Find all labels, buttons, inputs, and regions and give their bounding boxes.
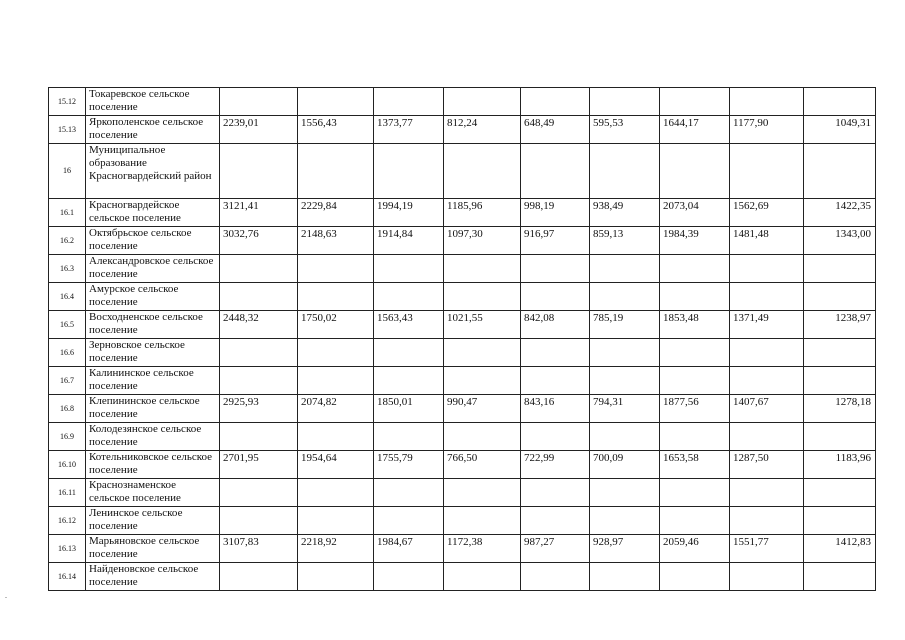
value-cell: 1984,67: [374, 535, 444, 563]
value-cell: 812,24: [444, 116, 521, 144]
settlement-name: Колодезянское сельское поселение: [86, 423, 220, 451]
value-cell: [660, 283, 730, 311]
value-cell: [521, 339, 590, 367]
value-cell: [298, 423, 374, 451]
row-number: 16.5: [49, 311, 86, 339]
table-row: [49, 144, 876, 199]
scan-mark: [5, 597, 7, 598]
settlement-name: Котельниковское сельское поселение: [86, 451, 220, 479]
value-cell: [220, 479, 298, 507]
value-cell: 1407,67: [730, 395, 804, 423]
value-cell: 1373,77: [374, 116, 444, 144]
value-cell: 1172,38: [444, 535, 521, 563]
value-cell: 1238,97: [804, 311, 876, 339]
row-number: 16.1: [49, 199, 86, 227]
value-cell: 1556,43: [298, 116, 374, 144]
value-cell: [590, 479, 660, 507]
value-cell: 2239,01: [220, 116, 298, 144]
value-cell: [660, 563, 730, 591]
value-cell: 1644,17: [660, 116, 730, 144]
row-number: 15.13: [49, 116, 86, 144]
value-cell: [220, 507, 298, 535]
table-row: [49, 535, 876, 563]
value-cell: [220, 144, 298, 199]
value-cell: 990,47: [444, 395, 521, 423]
row-number: 16.14: [49, 563, 86, 591]
value-cell: 1343,00: [804, 227, 876, 255]
value-cell: 987,27: [521, 535, 590, 563]
value-cell: 1371,49: [730, 311, 804, 339]
row-number: 16.7: [49, 367, 86, 395]
value-cell: [220, 367, 298, 395]
value-cell: 1850,01: [374, 395, 444, 423]
value-cell: [660, 255, 730, 283]
value-cell: [444, 144, 521, 199]
table-row: [49, 395, 876, 423]
value-cell: 1563,43: [374, 311, 444, 339]
value-cell: [804, 367, 876, 395]
value-cell: [590, 255, 660, 283]
row-number: 16.11: [49, 479, 86, 507]
value-cell: [220, 563, 298, 591]
value-cell: [298, 563, 374, 591]
value-cell: 1653,58: [660, 451, 730, 479]
settlement-name: Марьяновское сельское поселение: [86, 535, 220, 563]
value-cell: [521, 507, 590, 535]
value-cell: [298, 367, 374, 395]
value-cell: [444, 283, 521, 311]
value-cell: [804, 88, 876, 116]
value-cell: 1853,48: [660, 311, 730, 339]
row-number: 15.12: [49, 88, 86, 116]
value-cell: [590, 144, 660, 199]
value-cell: 843,16: [521, 395, 590, 423]
value-cell: [804, 255, 876, 283]
value-cell: [444, 339, 521, 367]
table-row: [49, 479, 876, 507]
value-cell: [730, 479, 804, 507]
value-cell: [660, 423, 730, 451]
value-cell: 1562,69: [730, 199, 804, 227]
value-cell: [298, 144, 374, 199]
value-cell: [220, 255, 298, 283]
value-cell: [660, 367, 730, 395]
value-cell: 1984,39: [660, 227, 730, 255]
value-cell: [804, 339, 876, 367]
value-cell: [590, 283, 660, 311]
table-row: [49, 507, 876, 535]
value-cell: [521, 479, 590, 507]
value-cell: [590, 339, 660, 367]
value-cell: [590, 423, 660, 451]
value-cell: [220, 339, 298, 367]
value-cell: [521, 563, 590, 591]
value-cell: 1185,96: [444, 199, 521, 227]
value-cell: [374, 507, 444, 535]
value-cell: 1755,79: [374, 451, 444, 479]
value-cell: [804, 283, 876, 311]
value-cell: [298, 88, 374, 116]
table-row: [49, 255, 876, 283]
row-number: 16.10: [49, 451, 86, 479]
settlement-name: Клепининское сельское поселение: [86, 395, 220, 423]
settlement-name: Яркополенское сельское поселение: [86, 116, 220, 144]
table-row: [49, 451, 876, 479]
value-cell: [521, 144, 590, 199]
value-cell: 2074,82: [298, 395, 374, 423]
value-cell: 3107,83: [220, 535, 298, 563]
value-cell: [298, 283, 374, 311]
value-cell: [298, 339, 374, 367]
value-cell: [521, 367, 590, 395]
row-number: 16.6: [49, 339, 86, 367]
value-cell: [804, 423, 876, 451]
table-row: [49, 367, 876, 395]
value-cell: 1278,18: [804, 395, 876, 423]
value-cell: [730, 339, 804, 367]
value-cell: [444, 563, 521, 591]
value-cell: [444, 88, 521, 116]
value-cell: [444, 507, 521, 535]
row-number: 16.4: [49, 283, 86, 311]
value-cell: [730, 144, 804, 199]
value-cell: [804, 507, 876, 535]
value-cell: 2059,46: [660, 535, 730, 563]
value-cell: 1412,83: [804, 535, 876, 563]
value-cell: 648,49: [521, 116, 590, 144]
data-table: [48, 87, 876, 591]
value-cell: [220, 423, 298, 451]
row-number: 16.3: [49, 255, 86, 283]
settlement-name: Амурское сельское поселение: [86, 283, 220, 311]
value-cell: 766,50: [444, 451, 521, 479]
value-cell: [298, 507, 374, 535]
value-cell: [374, 283, 444, 311]
value-cell: [590, 88, 660, 116]
value-cell: [660, 507, 730, 535]
value-cell: 785,19: [590, 311, 660, 339]
row-number: 16.9: [49, 423, 86, 451]
value-cell: [521, 88, 590, 116]
settlement-name: Найденовское сельское поселение: [86, 563, 220, 591]
value-cell: [374, 339, 444, 367]
value-cell: 2148,63: [298, 227, 374, 255]
value-cell: 2218,92: [298, 535, 374, 563]
value-cell: [590, 367, 660, 395]
settlement-name: Восходненское сельское поселение: [86, 311, 220, 339]
settlement-name: Калининское сельское поселение: [86, 367, 220, 395]
value-cell: 1994,19: [374, 199, 444, 227]
value-cell: 1021,55: [444, 311, 521, 339]
value-cell: [660, 479, 730, 507]
value-cell: 2925,93: [220, 395, 298, 423]
value-cell: 1914,84: [374, 227, 444, 255]
table-row: [49, 339, 876, 367]
value-cell: 1551,77: [730, 535, 804, 563]
row-number: 16.2: [49, 227, 86, 255]
settlement-name: Красногвардейское сельское поселение: [86, 199, 220, 227]
table-row: [49, 283, 876, 311]
value-cell: [374, 423, 444, 451]
value-cell: 1183,96: [804, 451, 876, 479]
value-cell: 1750,02: [298, 311, 374, 339]
table-row: [49, 227, 876, 255]
value-cell: 3121,41: [220, 199, 298, 227]
value-cell: 842,08: [521, 311, 590, 339]
value-cell: 2448,32: [220, 311, 298, 339]
settlement-name: Токаревское сельское поселение: [86, 88, 220, 116]
value-cell: [374, 144, 444, 199]
table-row: [49, 563, 876, 591]
value-cell: [730, 563, 804, 591]
value-cell: 1177,90: [730, 116, 804, 144]
value-cell: 1287,50: [730, 451, 804, 479]
value-cell: 2701,95: [220, 451, 298, 479]
value-cell: [730, 255, 804, 283]
value-cell: [521, 423, 590, 451]
settlement-name: Краснознаменское сельское поселение: [86, 479, 220, 507]
value-cell: [804, 144, 876, 199]
row-number: 16.12: [49, 507, 86, 535]
table-body: [49, 88, 876, 591]
value-cell: 1877,56: [660, 395, 730, 423]
value-cell: [444, 423, 521, 451]
value-cell: [374, 479, 444, 507]
value-cell: [374, 563, 444, 591]
value-cell: 595,53: [590, 116, 660, 144]
value-cell: 928,97: [590, 535, 660, 563]
settlement-name: Октябрьское сельское поселение: [86, 227, 220, 255]
value-cell: [220, 283, 298, 311]
value-cell: [590, 507, 660, 535]
value-cell: 859,13: [590, 227, 660, 255]
row-number: 16.13: [49, 535, 86, 563]
value-cell: [730, 507, 804, 535]
row-number: 16.8: [49, 395, 86, 423]
value-cell: 2073,04: [660, 199, 730, 227]
value-cell: [220, 88, 298, 116]
value-cell: [298, 255, 374, 283]
value-cell: [804, 479, 876, 507]
value-cell: [730, 367, 804, 395]
settlement-name: Муниципальное образование Красногвардейский район: [86, 144, 220, 199]
table-row: [49, 199, 876, 227]
table-row: [49, 311, 876, 339]
settlement-name: Александровское сельское поселение: [86, 255, 220, 283]
value-cell: [660, 88, 730, 116]
value-cell: 998,19: [521, 199, 590, 227]
value-cell: 1422,35: [804, 199, 876, 227]
table-row: [49, 88, 876, 116]
value-cell: [444, 479, 521, 507]
settlement-name: Зерновское сельское поселение: [86, 339, 220, 367]
value-cell: [730, 423, 804, 451]
value-cell: [730, 88, 804, 116]
value-cell: 1954,64: [298, 451, 374, 479]
value-cell: 938,49: [590, 199, 660, 227]
value-cell: [444, 255, 521, 283]
row-number: 16: [49, 144, 86, 199]
value-cell: 3032,76: [220, 227, 298, 255]
table-row: [49, 116, 876, 144]
table-row: [49, 423, 876, 451]
value-cell: 722,99: [521, 451, 590, 479]
value-cell: [660, 339, 730, 367]
value-cell: [374, 367, 444, 395]
value-cell: 700,09: [590, 451, 660, 479]
value-cell: 794,31: [590, 395, 660, 423]
value-cell: [730, 283, 804, 311]
value-cell: [660, 144, 730, 199]
value-cell: 2229,84: [298, 199, 374, 227]
value-cell: [590, 563, 660, 591]
value-cell: [298, 479, 374, 507]
value-cell: [444, 367, 521, 395]
value-cell: 916,97: [521, 227, 590, 255]
value-cell: [804, 563, 876, 591]
value-cell: [374, 88, 444, 116]
value-cell: [521, 255, 590, 283]
value-cell: 1097,30: [444, 227, 521, 255]
value-cell: 1049,31: [804, 116, 876, 144]
value-cell: 1481,48: [730, 227, 804, 255]
value-cell: [521, 283, 590, 311]
value-cell: [374, 255, 444, 283]
settlement-name: Ленинское сельское поселение: [86, 507, 220, 535]
